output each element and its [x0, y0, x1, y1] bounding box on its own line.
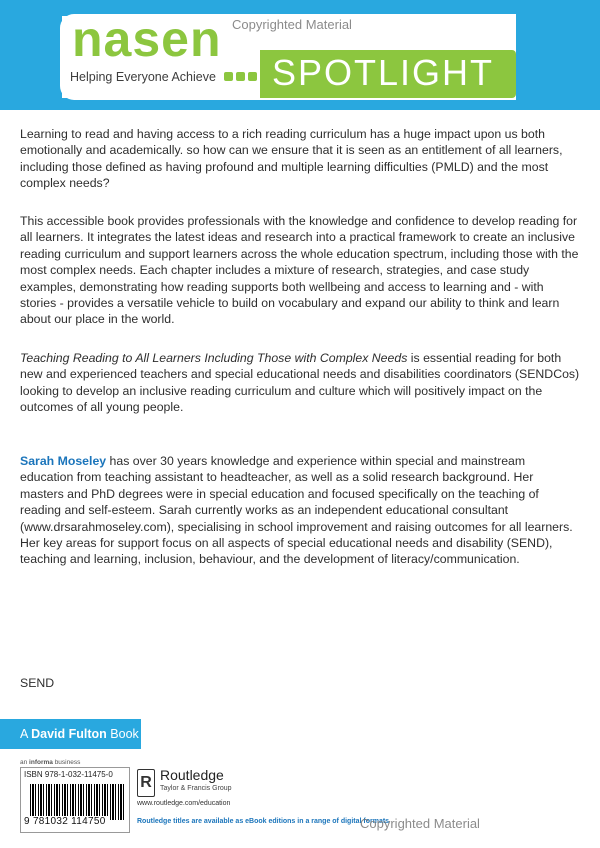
informa-suffix: business: [52, 759, 81, 766]
watermark-top: Copyrighted Material: [232, 17, 352, 32]
barcode-icon: [30, 784, 124, 820]
book-title: Teaching Reading to All Learners Including Those with Complex Needs: [20, 351, 408, 365]
imprint-name: David Fulton: [31, 727, 107, 741]
spotlight-label: SPOTLIGHT: [272, 52, 495, 93]
imprint-suffix: Book: [106, 727, 139, 741]
description-paragraph-2: This accessible book provides professionals with the knowledge and confidence to develop reading for all learners. It integrates the latest ideas and research into a practical framework to create an inclusive reading curriculum and support learners across the whole education spectrum, including those with the most complex needs. Each chapter includes a mixture of research, strategies, and case study examples, demonstrating how reading supports both wellbeing and access to learning and - with stories - provides a versatile vehicle to build on vocabulary and expand our ability to think and learn about our place in the world.: [20, 214, 579, 327]
informa-name: informa: [29, 759, 53, 766]
ebook-note: Routledge titles are available as eBook editions in a range of digital formats: [137, 818, 390, 825]
watermark-bottom: Copyrighted Material: [360, 816, 480, 831]
barcode-digits: 9 781032 114750: [24, 816, 106, 827]
subject-label: SEND: [20, 676, 55, 690]
author-bio-text: has over 30 years knowledge and experience within special and mainstream education from teaching assistant to headteacher, as well as a solid research background. Her masters and PhD degrees were in special education and focused specifically on the teaching of reading and self-esteem. Sarah currently works as an independent educational consultant (www.drsarahmoseley.com), specialising in school improvement and raising outcomes for all learners. Her key areas for support focus on all aspects of special educational needs and disability (SEND), teaching and learning, inclusion, behaviour, and the development of literacy/communication.: [20, 454, 573, 567]
description-paragraph-3-text: is essential reading for both new and experienced teachers and special educational needs and disabilities coordinators (SENDCos) looking to develop an inclusive reading curriculum and culture which will positively impact on the outcomes of all young people.: [20, 351, 580, 415]
description-paragraph-3: [20, 350, 580, 416]
nasen-tagline: Helping Everyone Achieve: [70, 70, 216, 84]
description-paragraph-1: Learning to read and having access to a rich reading curriculum has a huge impact upon us both emotionally and academically. so how can we ensure that it is seen as an entitlement of all learners, including those defined as having profound and multiple learning difficulties (PMLD) and the most complex needs?: [20, 127, 563, 191]
publisher-name: Routledge: [160, 767, 224, 783]
isbn-label: ISBN 978-1-032-11475-0: [24, 770, 113, 779]
publisher-group: Taylor & Francis Group: [160, 785, 232, 792]
author-name: Sarah Moseley: [20, 454, 107, 468]
informa-line: [20, 759, 80, 766]
publisher-url: www.routledge.com/education: [137, 800, 231, 807]
routledge-logo-icon: R: [137, 769, 155, 797]
nasen-wordmark: nasen: [72, 11, 222, 67]
nasen-dots-icon: [224, 72, 257, 81]
author-bio: [20, 453, 580, 568]
imprint-prefix: A: [20, 727, 32, 741]
informa-prefix: an: [20, 759, 30, 766]
imprint-bar: [0, 719, 141, 749]
